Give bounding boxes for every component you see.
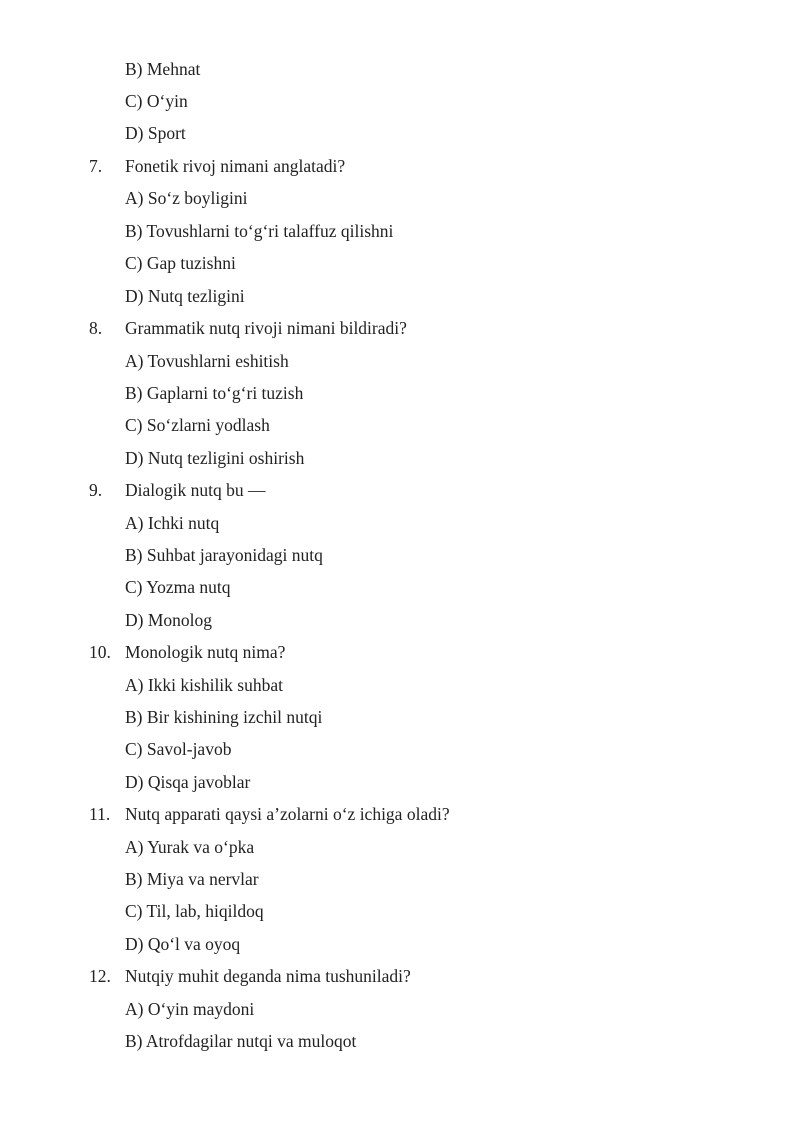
question-8 bbox=[0, 317, 800, 339]
question-9 bbox=[0, 479, 800, 501]
prev-option-d: D) Sport bbox=[125, 123, 186, 143]
option: D) Monolog bbox=[125, 610, 213, 630]
question-12 bbox=[0, 965, 800, 987]
question-text: Grammatik nutq rivoji nimani bildiradi? bbox=[125, 318, 407, 338]
option: A) Yurak va o‘pka bbox=[125, 837, 255, 857]
question-7 bbox=[0, 155, 800, 177]
question-number: 11. bbox=[89, 804, 111, 824]
question-text: Monologik nutq nima? bbox=[125, 642, 286, 662]
option: C) Savol-javob bbox=[125, 739, 232, 759]
option: B) Bir kishining izchil nutqi bbox=[125, 707, 323, 727]
option: D) Nutq tezligini oshirish bbox=[125, 448, 305, 468]
option: D) Nutq tezligini bbox=[125, 286, 245, 306]
question-number: 8. bbox=[89, 318, 103, 338]
question-10 bbox=[0, 641, 800, 663]
option: A) Ichki nutq bbox=[125, 513, 220, 533]
question-text: Fonetik rivoj nimani anglatadi? bbox=[125, 156, 346, 176]
option: C) Til, lab, hiqildoq bbox=[125, 901, 264, 921]
question-number: 10. bbox=[89, 642, 111, 662]
question-number: 7. bbox=[89, 156, 103, 176]
option: C) Yozma nutq bbox=[125, 577, 231, 597]
question-text: Nutqiy muhit deganda nima tushuniladi? bbox=[125, 966, 411, 986]
option: A) Tovushlarni eshitish bbox=[125, 351, 289, 371]
option: C) So‘zlarni yodlash bbox=[125, 415, 270, 435]
question-text: Dialogik nutq bu — bbox=[125, 480, 266, 500]
option: D) Qisqa javoblar bbox=[125, 772, 251, 792]
option: B) Tovushlarni to‘g‘ri talaffuz qilishni bbox=[125, 221, 394, 241]
question-text: Nutq apparati qaysi a’zolarni o‘z ichiga oladi? bbox=[125, 804, 450, 824]
prev-option-b: B) Mehnat bbox=[125, 59, 201, 79]
option: A) Ikki kishilik suhbat bbox=[125, 675, 283, 695]
option: D) Qo‘l va oyoq bbox=[125, 934, 241, 954]
prev-option-c: C) O‘yin bbox=[125, 91, 188, 111]
question-11 bbox=[0, 803, 800, 825]
question-number: 12. bbox=[89, 966, 111, 986]
option: C) Gap tuzishni bbox=[125, 253, 236, 273]
option: B) Suhbat jarayonidagi nutq bbox=[125, 545, 323, 565]
question-number: 9. bbox=[89, 480, 103, 500]
option: B) Atrofdagilar nutqi va muloqot bbox=[125, 1031, 357, 1051]
option: A) O‘yin maydoni bbox=[125, 999, 255, 1019]
option: B) Miya va nervlar bbox=[125, 869, 259, 889]
option: A) So‘z boyligini bbox=[125, 188, 248, 208]
option: B) Gaplarni to‘g‘ri tuzish bbox=[125, 383, 304, 403]
